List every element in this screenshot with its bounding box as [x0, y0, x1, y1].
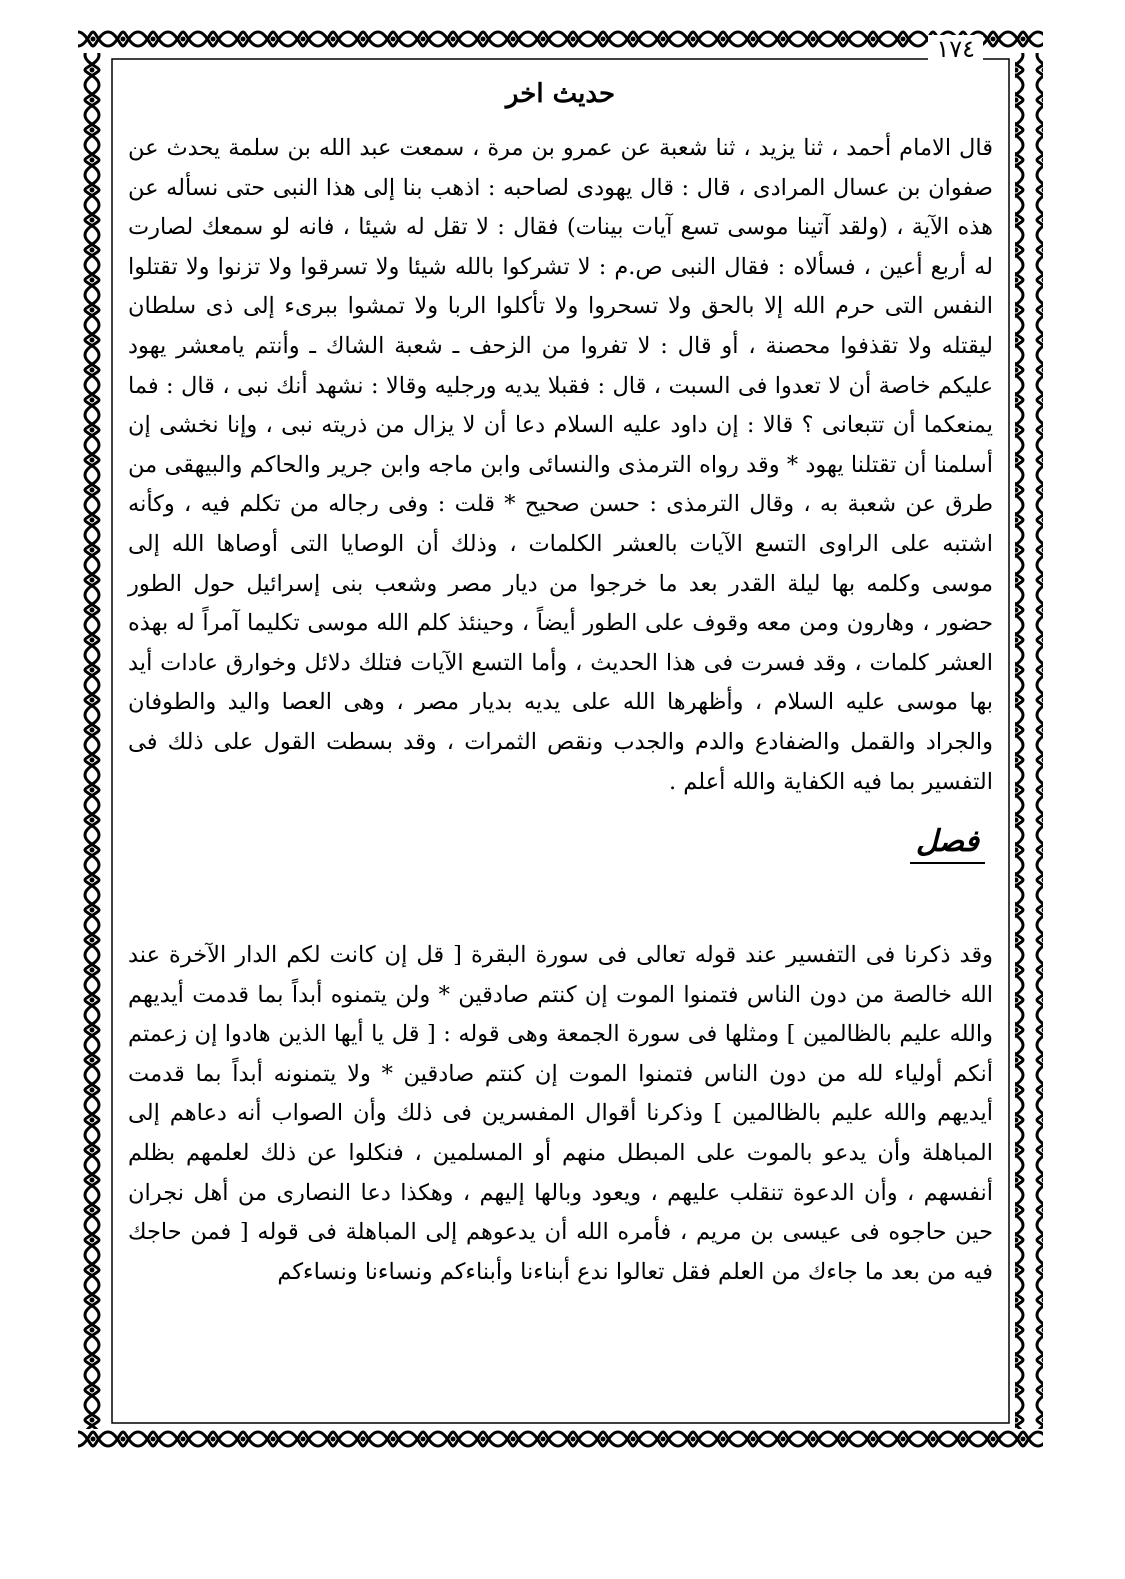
fasl-calligraphy: [128, 822, 985, 864]
paragraph-hadith: قال الامام أحمد ، ثنا يزيد ، ثنا شعبة عن عمرو بن مرة ، سمعت عبد الله بن سلمة يحدث عن صفوان بن عسال المرادى ، قال : قال يهودى لصاحبه : اذهب بنا إلى هذا النبى حتى نسأله عن هذه الآية ، (ولقد آتينا موسى تسع آيات بينات) فقال : لا تقل له شيئا ، فانه لو سمعك لصارت له أربع أعين ، فسألاه : فقال النبى ص.م : لا تشركوا بالله شيئا ولا تسرقوا ولا تزنوا ولا تقتلوا النفس التى حرم الله إلا بالحق ولا تسحروا ولا تأكلوا الربا ولا تمشوا ببرىء إلى ذى سلطان ليقتله ولا تقذفوا محصنة ، أو قال : لا تفروا من الزحف ـ شعبة الشاك ـ وأنتم يامعشر يهود عليكم خاصة أن لا تعدوا فى السبت ، قال : فقبلا يديه ورجليه وقالا : نشهد أنك نبى ، قال : فما يمنعكما أن تتبعانى ؟ قالا : إن داود عليه السلام دعا أن لا يزال من ذريته نبى ، وإنا نخشى إن أسلمنا أن تقتلنا يهود * وقد رواه الترمذى والنسائى وابن ماجه وابن جرير والحاكم والبيهقى من طرق عن شعبة به ، وقال الترمذى : حسن صحيح * قلت : وفى رجاله من تكلم فيه ، وكأنه اشتبه على الراوى التسع الآيات بالعشر الكلمات ، وذلك أن الوصايا التى أوصاها الله إلى موسى وكلمه بها ليلة القدر بعد ما خرجوا من ديار مصر وشعب بنى إسرائيل حول الطور حضور ، وهارون ومن معه وقوف على الطور أيضاً ، وحينئذ كلم الله موسى تكليما آمراً له بهذه العشر كلمات ، وقد فسرت فى هذا الحديث ، وأما التسع الآيات فتلك دلائل وخوارق عادات أيد بها موسى عليه السلام ، وأظهرها الله على يديه بديار مصر ، وهى العصا واليد والطوفان والجراد والقمل والضفادع والدم والجدب ونقص الثمرات ، وقد بسطت القول على ذلك فى التفسير بما فيه الكفاية والله أعلم .: [128, 135, 993, 795]
ornamental-frame: [78, 25, 1043, 1457]
page-number: ١٧٤: [928, 35, 983, 63]
page-content: [128, 77, 993, 1292]
fasl-label: فصل: [910, 822, 985, 864]
section-heading: حديث اخر: [505, 79, 616, 109]
paragraph-fasl: وقد ذكرنا فى التفسير عند قوله تعالى فى سورة البقرة [ قل إن كانت لكم الدار الآخرة عند الله خالصة من دون الناس فتمنوا الموت إن كنتم صادقين * ولن يتمنوه أبداً بما قدمت أيديهم والله عليم بالظالمين ] ومثلها فى سورة الجمعة وهى قوله : [ قل يا أيها الذين هادوا إن زعمتم أنكم أولياء لله من دون الناس فتمنوا الموت إن كنتم صادقين * ولا يتمنونه أبداً بما قدمت أيديهم والله عليم بالظالمين ] وذكرنا أقوال المفسرين فى ذلك وأن الصواب أنه دعاهم إلى المباهلة وأن يدعو بالموت على المبطل منهم أو المسلمين ، فنكلوا عن ذلك لعلمهم بظلم أنفسهم ، وأن الدعوة تنقلب عليهم ، ويعود وبالها إليهم ، وهكذا دعا النصارى من أهل نجران حين حاجوه فى عيسى بن مريم ، فأمره الله أن يدعوهم إلى المباهلة فى قوله [ فمن حاجك فيه من بعد ما جاءك من العلم فقل تعالوا ندع أبناءنا وأبناءكم ونساءنا ونساءكم: [128, 942, 993, 1285]
